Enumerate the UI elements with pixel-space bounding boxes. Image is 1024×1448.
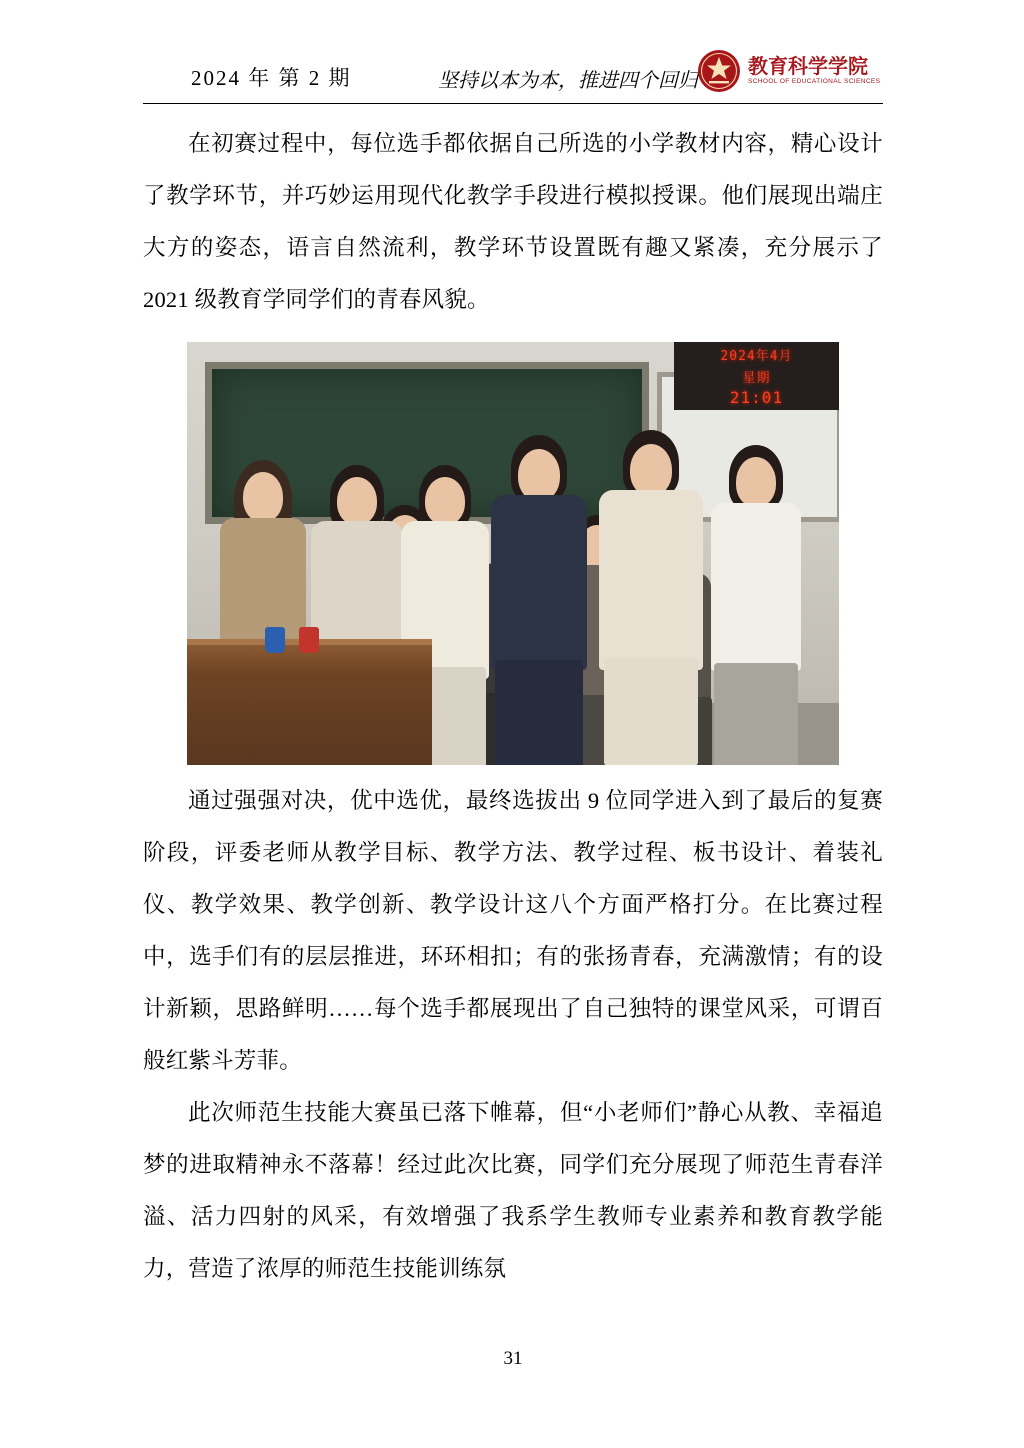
article-body	[143, 118, 883, 1295]
led-clock-display	[674, 342, 839, 410]
blue-cup	[265, 627, 285, 653]
person-front-center	[487, 435, 591, 765]
school-logo	[697, 48, 883, 94]
photo-figure	[143, 342, 883, 765]
issue-label: 2024 年 第 2 期	[191, 66, 352, 90]
red-cup	[299, 627, 319, 653]
page-content	[143, 0, 883, 1448]
logo-emblem-icon	[697, 49, 741, 93]
logo-name-cn: 教育科学学院	[748, 54, 868, 79]
header-divider	[143, 103, 883, 104]
paragraph-2: 通过强强对决，优中选优，最终选拔出 9 位同学进入到了最后的复赛阶段，评委老师从教学目标、教学方法、教学过程、板书设计、着装礼仪、教学效果、教学创新、教学设计这八个方面严格打分。在比赛过程中，选手们有的层层推进，环环相扣；有的张扬青春，充满激情；有的设计新颖，思路鲜明……每个选手都展现出了自己独特的课堂风采，可谓百般红紫斗芳菲。	[143, 788, 883, 1073]
paragraph-3: 此次师范生技能大赛虽已落下帷幕，但“小老师们”静心从教、幸福追梦的进取精神永不落幕！经过此次比赛，同学们充分展现了师范生青春洋溢、活力四射的风采，有效增强了我系学生教师专业素养和教育教学能力，营造了浓厚的师范生技能训练氛	[143, 1100, 883, 1281]
page-header	[143, 0, 883, 126]
paragraph-1: 在初赛过程中，每位选手都依据自己所选的小学教材内容，精心设计了教学环节，并巧妙运用现代化教学手段进行模拟授课。他们展现出端庄大方的姿态，语言自然流利，教学环节设置既有趣又紧凑，充分展示了 2021 级教育学同学们的青春风貌。	[143, 131, 883, 312]
running-title: 坚持以本为本，推进四个回归	[438, 70, 698, 92]
logo-text	[748, 56, 880, 86]
led-time-line: 21:01	[729, 388, 784, 407]
group-photo	[187, 342, 839, 765]
person-front-4	[707, 445, 805, 765]
teacher-desk	[187, 639, 432, 765]
page-number: 31	[503, 1348, 523, 1369]
led-weekday-line: 星期	[742, 371, 771, 386]
led-date-line: 2024年4月	[720, 349, 793, 364]
person-front-3	[595, 430, 707, 765]
logo-name-en: SCHOOL OF EDUCATIONAL SCIENCES	[748, 78, 881, 86]
